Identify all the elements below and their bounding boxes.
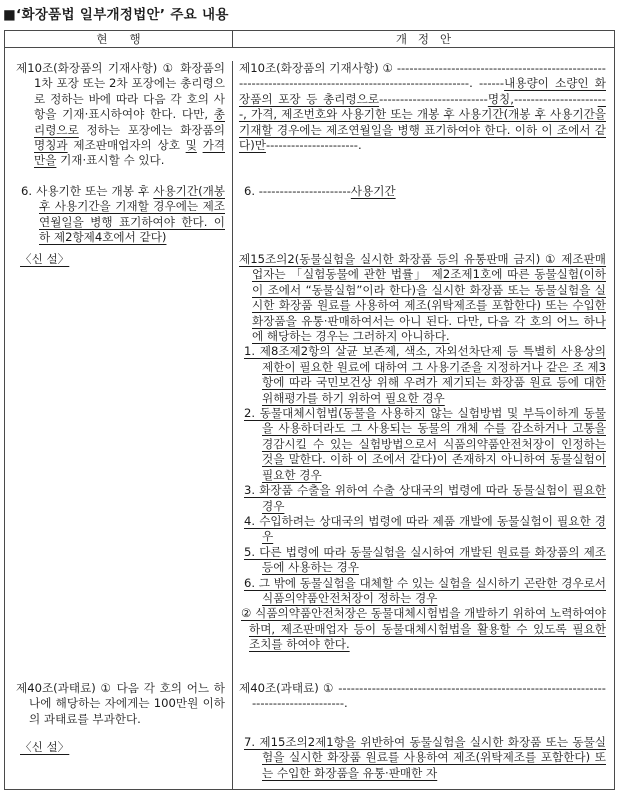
paragraph [239, 681, 606, 712]
underlined-text: 1. 제8조제2항의 살균 보존제, 색소, 자외선차단제 등 특별히 사용상의 제한이 필요한 원료에 대하여 그 사용기준을 지정하거나 같은 조 제3항에 따라 국민보건상 위해 우려가 제기되는 화장품 원료 등에 대한 위해평가를 하기 위하여 필요한 경우 [244, 344, 606, 405]
paragraph [20, 252, 225, 267]
underlined-text: ---, 가격, 제조번호와 사용기한 또는 개봉 후 사용기간(개봉 후 사용기간을 기재할 경우에는 제조연월일을 병행 표기하여야 한다. 이하 이 조에서 같다)만 [239, 91, 606, 153]
paragraph [21, 184, 225, 246]
text: 6. 사용기한 또는 개봉 후 [21, 184, 154, 198]
paragraph [20, 740, 225, 755]
underlined-text: 제15조의2(동물실험을 실시한 화장품 등의 유통판매 금지) ① 제조판매업자는 「실험동물에 관한 법률」 제2조제1호에 따른 동물실험(이하 이 조에서 “동물실험”이라 한다)을 실시한 화장품 또는 동물실험을 실시한 화장품 원료를 사용하여 제조(위탁제조를 포함한다) 또는 수입한 화장품을 유통·판매하여서는 아니 된다. 다만, 다음 각 호의 어느 하나에 해당하는 경우는 그러하지 아니하다. [239, 252, 606, 344]
table-header-row [5, 31, 614, 48]
underlined-text: 사용기간(개봉 후 사용기간을 기재할 경우에는 제조연월일을 병행 표기하여야 한다. 이하 제2항제4호에서 같다) [39, 184, 225, 245]
table-row [5, 735, 614, 789]
underlined-text: 명칭과 [34, 138, 68, 153]
underlined-text: 6. 그 밖에 동물실험을 대체할 수 있는 실험을 실시하기 곤란한 경우로서 식품의약품안전처장이 정하는 경우 [244, 575, 606, 605]
text: 제10조(화장품의 기재사항) ① 화장품의 1차 포장 또는 2차 포장에는 총리령으로 정하는 바에 따라 다음 각 호의 사항을 기재·표시하여야 한다. 다만, [16, 61, 225, 122]
underlined-text: 명칭, [487, 91, 514, 106]
paragraph [239, 252, 606, 344]
underlined-text: 〈신 설〉 [20, 740, 70, 754]
text: 제조판매업자의 상호 [67, 138, 186, 153]
current-cell [5, 252, 233, 681]
underlined-text: 가격만을 [34, 138, 225, 168]
amendment-cell [233, 735, 614, 789]
underlined-text: 4. 수입하려는 상대국의 법령에 따라 제품 개발에 동물실험이 필요한 경우 [244, 513, 606, 544]
paragraph [244, 735, 606, 781]
table-row [5, 252, 614, 681]
current-cell [5, 735, 233, 789]
underlined-text: 및 [185, 138, 197, 153]
underlined-text: ② 식품의약품안전처장은 동물대체시험법을 개발하기 위하여 노력하여야 하며, 제조판매업자 등이 동물대체시험법을 활용할 수 있도록 필요한 조치를 하여야 한다. [241, 606, 606, 652]
text: -------------------- [513, 91, 598, 106]
current-cell [5, 681, 233, 735]
text: 정하는 포장에는 화장품의 [78, 122, 225, 137]
paragraph [244, 576, 606, 607]
underlined-text: 5. 다른 법령에 따라 동물실험을 실시하여 개발된 원료를 화장품의 제조 등에 사용하는 경우 [244, 544, 606, 575]
amendment-cell [233, 184, 614, 252]
paragraph [244, 184, 606, 199]
paragraph [244, 545, 606, 576]
column-header-current: 현 행 [5, 31, 233, 47]
amendment-cell [233, 681, 614, 735]
column-header-amendment: 개 정 안 [395, 32, 452, 46]
table-body [5, 48, 614, 789]
paragraph [244, 406, 606, 483]
paragraph [244, 344, 606, 406]
text: ---------------------- [258, 184, 351, 198]
text: 기재·표시할 수 있다. [56, 153, 165, 168]
page-title: ■‘화장품법 일부개정법안’ 주요 내용 [3, 7, 229, 23]
underlined-text: 2. 동물대체시험법(동물을 사용하지 않는 실험방법 및 부득이하게 동물을 사용하더라도 그 사용되는 동물의 개체 수를 감소하거나 고통을 경감시킬 수 있는 실험방법으로서 식품의약품안전처장이 인정하는 것을 말한다. 이하 이 조에서 같다)이 존재하지 아니하여 동물실험이 필요한 경우 [244, 406, 606, 482]
paragraph [244, 483, 606, 514]
text: ---------------------------------------------------------------------------------------------------------. ------ [239, 61, 606, 91]
amendment-cell [233, 61, 614, 184]
amendment-cell [233, 252, 614, 681]
current-cell [5, 61, 233, 184]
text: 제40조(과태료) ① [239, 681, 339, 695]
underlined-text: 사용기간 [350, 184, 396, 198]
current-cell [5, 184, 233, 252]
text: 제40조(과태료) ① 다음 각 호의 어느 하나에 해당하는 자에게는 100만원 이하의 과태료를 부과한다. [16, 681, 225, 726]
underlined-text: 총리령으로 [34, 107, 225, 137]
paragraph [239, 61, 606, 153]
underlined-text: 내용량이 소량인 화장품의 포장 등 총리령으로 [239, 76, 606, 106]
table-row [5, 184, 614, 252]
paragraph [244, 514, 606, 545]
paragraph [241, 606, 606, 652]
table-row [5, 681, 614, 735]
law-comparison-table [4, 30, 615, 790]
underlined-text: 7. 제15조의2제1항을 위반하여 동물실험을 실시한 화장품 또는 동물실험을 실시한 화장품 원료를 사용하여 제조(위탁제조를 포함한다) 또는 수입한 화장품을 유통·판매한 자 [244, 735, 606, 780]
text: 제10조(화장품의 기재사항) ① [239, 61, 397, 75]
underlined-text: 〈신 설〉 [20, 252, 70, 266]
paragraph [16, 61, 225, 169]
text: -------------------------- [379, 91, 488, 106]
underlined-text: 3. 화장품 수출을 위하여 수출 상대국의 법령에 따라 동물실험이 필요한 경우 [244, 483, 606, 513]
table-row [5, 48, 614, 184]
text: --------------------------------------------------------------------------------------. [252, 681, 606, 711]
text: 6. [244, 184, 259, 198]
paragraph [16, 681, 225, 727]
text: ----------------------. [265, 138, 362, 153]
